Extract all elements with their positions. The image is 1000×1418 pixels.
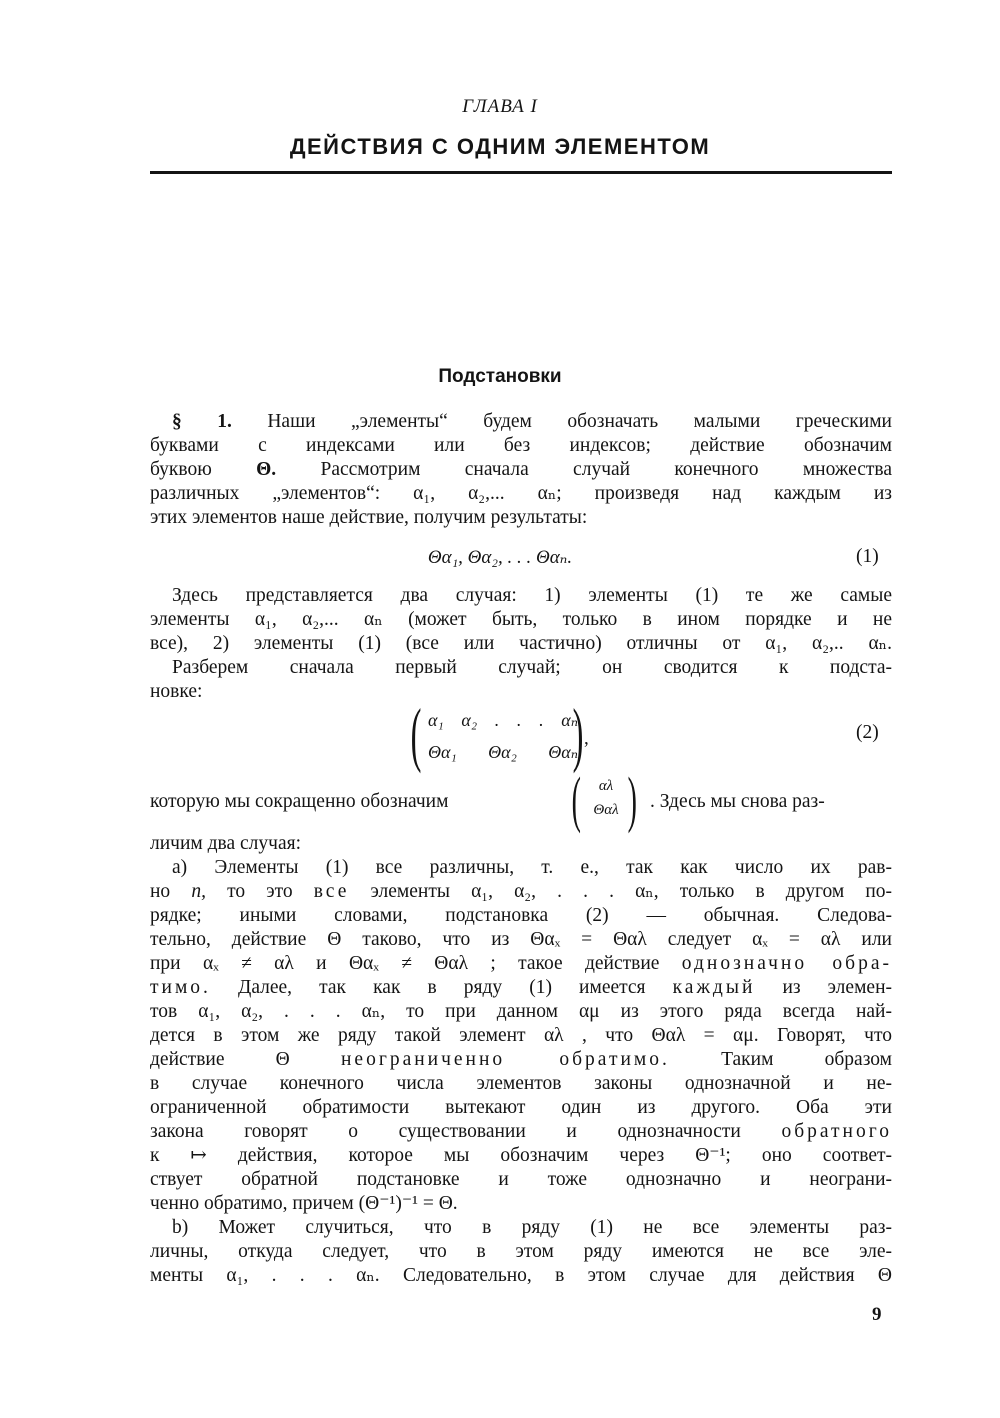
text-run: из элемен- xyxy=(782,977,892,998)
body-line: Разберем сначала первый случай; он сводится к подста- xyxy=(172,657,892,678)
left-paren: ( xyxy=(410,694,422,774)
text-run: Наши „элементы“ будем обозначать малыми греческими xyxy=(267,411,892,432)
body-line xyxy=(150,880,892,904)
matrix-row-bottom: Θα₁ Θα₂ Θαₙ xyxy=(428,742,578,762)
body-line: этих элементов наше действие, получим результаты: xyxy=(150,507,588,528)
body-line xyxy=(150,458,892,482)
body-line: рядке; иными словами, подстановка (2) — обычная. Следова- xyxy=(150,905,892,926)
text-run: но xyxy=(150,881,171,902)
body-line: новке: xyxy=(150,681,203,702)
chapter-label: ГЛАВА I xyxy=(462,96,538,117)
body-line: менты α₁, . . . αₙ. Следовательно, в этом случае для действия Θ xyxy=(150,1265,892,1286)
formula-1: Θα₁, Θα₂, . . . Θαₙ. xyxy=(427,547,573,568)
body-line: дется в этом же ряду такой элемент αλ , что Θαλ = αμ. Говорят, что xyxy=(150,1025,892,1046)
text-run: элементы α₁, α₂, . . . αₙ, только в другом по- xyxy=(370,881,893,902)
left-paren: ( xyxy=(571,766,581,834)
text-run: Θ. xyxy=(256,459,277,480)
chapter-title: ДЕЙСТВИЯ С ОДНИМ ЭЛЕМЕНТОМ xyxy=(289,134,711,159)
inline-row-top: αλ xyxy=(598,778,614,794)
right-paren: ) xyxy=(627,766,637,834)
page-number: 9 xyxy=(872,1304,882,1325)
inline-row-bottom: Θαλ xyxy=(593,802,619,818)
body-line xyxy=(172,410,892,434)
matrix-comma: , xyxy=(584,728,589,749)
text-run: действие Θ xyxy=(150,1049,290,1070)
body-line xyxy=(150,1048,892,1072)
body-line: ствует обратной подстановке и тоже однозначно и неограни- xyxy=(150,1169,892,1190)
text-run: Далее, так как в ряду (1) имеется xyxy=(238,977,646,998)
section-title: Подстановки xyxy=(438,366,562,387)
body-line: ограниченной обратимости вытекают один из другого. Оба эти xyxy=(150,1097,892,1118)
text-run: буквою xyxy=(150,459,212,480)
text-run: неограниченно обратимо. xyxy=(340,1049,670,1070)
body-line: ченно обратимо, причем (Θ⁻¹)⁻¹ = Θ. xyxy=(150,1193,458,1214)
title-rule xyxy=(150,171,892,174)
body-line: различных „элементов“: α₁, α₂,... αₙ; произведя над каждым из xyxy=(150,483,892,504)
equation-number-1: (1) xyxy=(856,546,879,567)
text-run: обратного xyxy=(781,1121,893,1142)
body-line: в случае конечного числа элементов законы однозначной и не- xyxy=(150,1073,892,1094)
section-mark: § 1. xyxy=(172,411,232,432)
body-line: b) Может случиться, что в ряду (1) не все элементы раз- xyxy=(172,1217,892,1238)
body-line: тов α₁, α₂, . . . αₙ, то при данном αμ из этого ряда всегда най- xyxy=(150,1001,892,1022)
body-line: которую мы сокращенно обозначим xyxy=(150,791,449,812)
text-run: все xyxy=(313,881,350,902)
body-line: личны, откуда следует, что в этом ряду имеются не все эле- xyxy=(150,1241,892,1262)
body-line: элементы α₁, α₂,... αₙ (может быть, только в ином порядке и не xyxy=(150,609,892,630)
text-run: закона говорят о существовании и однозначности xyxy=(150,1121,741,1142)
body-line: к ↦ действия, которое мы обозначим через Θ⁻¹; оно соответ- xyxy=(150,1145,892,1166)
text-run: Таким образом xyxy=(721,1049,893,1070)
text-run: однозначно обра- xyxy=(681,953,892,974)
text-run: каждый xyxy=(672,977,756,998)
text-run: n, xyxy=(191,881,206,902)
body-line: буквами с индексами или без индексов; действие обозначим xyxy=(150,435,892,456)
text-run: тимо. xyxy=(150,977,211,998)
body-line xyxy=(150,952,892,976)
body-line: тельно, действие Θ таково, что из Θαₓ = Θαλ следует αₓ = αλ или xyxy=(150,929,892,950)
body-line: все), 2) элементы (1) (все или частично) отличны от α₁, α₂,.. αₙ. xyxy=(150,633,892,654)
matrix-row-top: α₁ α₂ . . . αₙ xyxy=(428,710,578,730)
text-run: при αₓ ≠ αλ и Θαₓ ≠ Θαλ ; такое действие xyxy=(150,953,660,974)
text-run: то это xyxy=(227,881,293,902)
body-line xyxy=(150,976,892,1000)
body-line xyxy=(150,1120,892,1144)
right-paren: ) xyxy=(572,694,584,774)
body-line: . Здесь мы снова раз- xyxy=(650,791,825,812)
body-line: Здесь представляется два случая: 1) элементы (1) те же самые xyxy=(172,585,892,606)
equation-number-2: (2) xyxy=(856,722,879,743)
body-line: личим два случая: xyxy=(150,833,302,854)
body-line: а) Элементы (1) все различны, т. е., так как число их рав- xyxy=(172,857,892,878)
text-run: Рассмотрим сначала случай конечного множества xyxy=(320,459,893,480)
inline-substitution xyxy=(571,766,637,834)
substitution-matrix xyxy=(410,694,586,774)
